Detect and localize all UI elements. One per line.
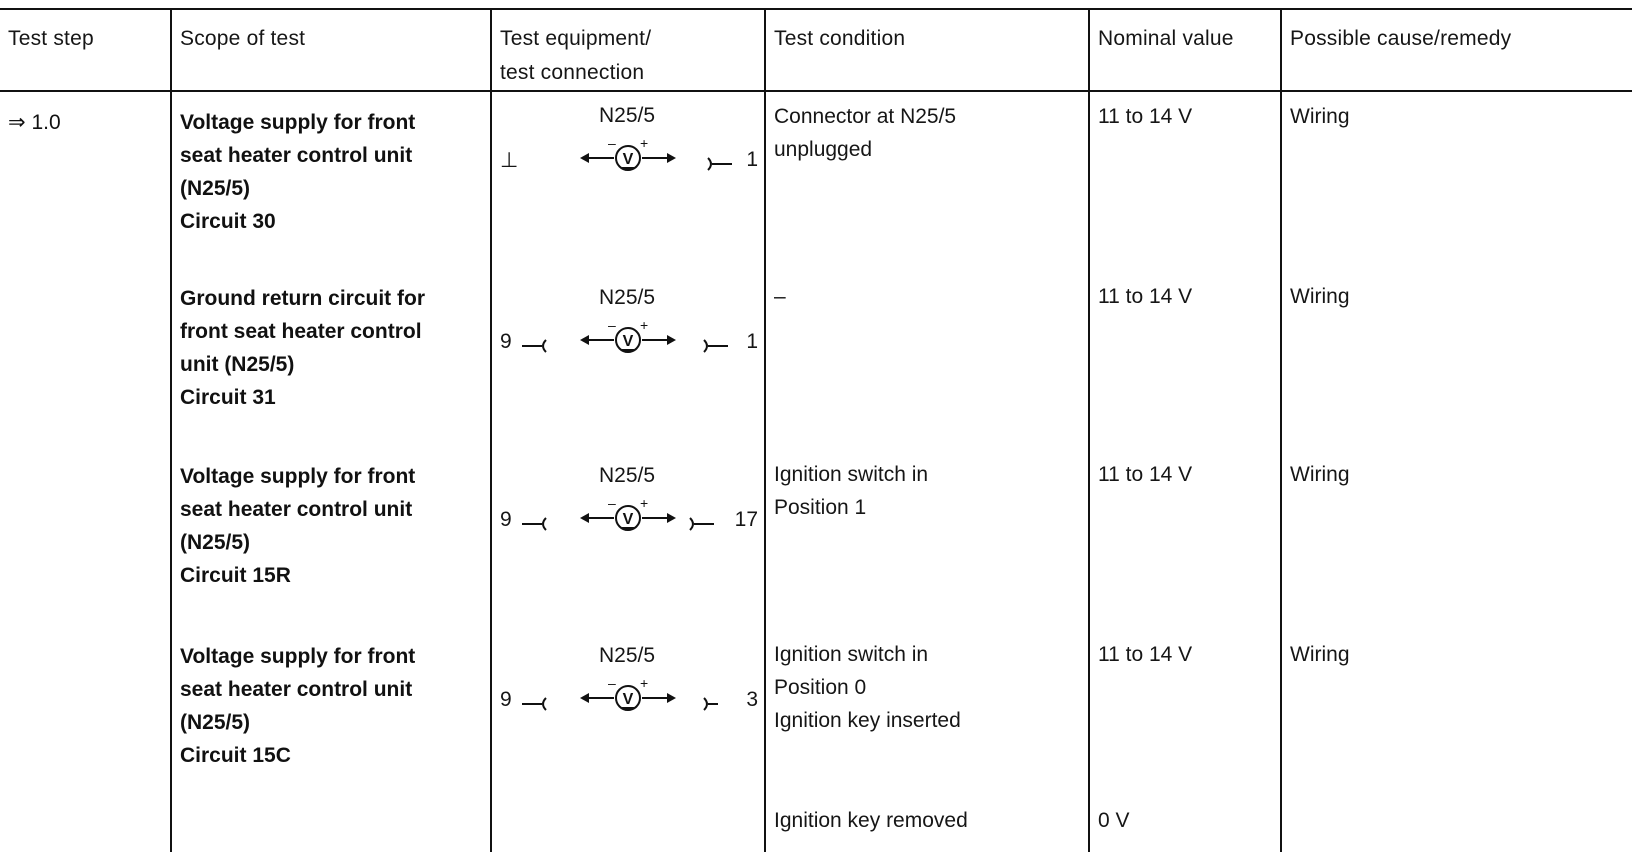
row-1-scope bbox=[180, 282, 470, 414]
row-3-pin-right: 3 bbox=[746, 688, 758, 711]
connector-plug-icon bbox=[522, 338, 548, 354]
row-0-scope-line: seat heater control unit bbox=[180, 144, 413, 167]
row-0-scope bbox=[180, 106, 470, 238]
row-3-extra-nominal-value: 0 V bbox=[1098, 809, 1130, 832]
svg-text:–: – bbox=[608, 675, 616, 691]
row-0-scope-line: (N25/5) bbox=[180, 177, 251, 200]
header-test-equipment-line2: test connection bbox=[500, 61, 645, 84]
row-1-nominal-value: 11 to 14 V bbox=[1098, 285, 1193, 308]
row-3-condition bbox=[774, 638, 1074, 737]
header-rule bbox=[0, 90, 1632, 92]
row-3-scope-line: Voltage supply for front bbox=[180, 645, 416, 668]
row-1-scope-line: Ground return circuit for bbox=[180, 287, 426, 310]
voltmeter-icon bbox=[578, 674, 678, 718]
row-3-scope-line: (N25/5) bbox=[180, 711, 251, 734]
row-1-scope-line: Circuit 31 bbox=[180, 386, 276, 409]
column-divider-5 bbox=[1280, 8, 1282, 852]
row-3-condition-line: Ignition key inserted bbox=[774, 709, 961, 732]
header-scope-of-test: Scope of test bbox=[180, 27, 306, 50]
row-0-condition-line: Connector at N25/5 bbox=[774, 105, 957, 128]
voltmeter-icon bbox=[578, 316, 678, 360]
svg-text:V: V bbox=[622, 511, 634, 528]
row-3-scope-line: Circuit 15C bbox=[180, 744, 291, 767]
row-2-scope-line: seat heater control unit bbox=[180, 498, 413, 521]
column-divider-3 bbox=[764, 8, 766, 852]
row-1-component-label: N25/5 bbox=[598, 286, 656, 309]
header-nominal-value: Nominal value bbox=[1098, 27, 1234, 50]
svg-text:V: V bbox=[622, 333, 634, 350]
row-3-condition-line: Ignition switch in bbox=[774, 643, 929, 666]
top-rule bbox=[0, 8, 1632, 10]
step-arrow-icon: ⇒ bbox=[8, 111, 26, 134]
row-0-nominal-value: 11 to 14 V bbox=[1098, 105, 1193, 128]
voltmeter-icon bbox=[578, 134, 678, 178]
row-0-condition-line: unplugged bbox=[774, 138, 873, 161]
row-2-nominal-value: 11 to 14 V bbox=[1098, 463, 1193, 486]
row-3-condition-line: Position 0 bbox=[774, 676, 867, 699]
svg-text:+: + bbox=[640, 135, 649, 151]
svg-text:+: + bbox=[640, 675, 649, 691]
column-divider-4 bbox=[1088, 8, 1090, 852]
row-3-cause: Wiring bbox=[1290, 643, 1350, 666]
connector-socket-icon bbox=[688, 516, 714, 532]
connector-socket-icon bbox=[706, 156, 732, 172]
connector-plug-icon bbox=[522, 696, 548, 712]
row-1-scope-line: front seat heater control bbox=[180, 320, 422, 343]
row-2-cause: Wiring bbox=[1290, 463, 1350, 486]
connector-socket-icon bbox=[702, 338, 728, 354]
row-2-scope-line: Circuit 15R bbox=[180, 564, 291, 587]
row-3-pin-left: 9 bbox=[500, 688, 512, 711]
row-2-condition-line: Ignition switch in bbox=[774, 463, 929, 486]
header-test-equipment bbox=[500, 22, 651, 90]
row-2-condition-line: Position 1 bbox=[774, 496, 867, 519]
row-2-component-label: N25/5 bbox=[598, 464, 656, 487]
header-test-step: Test step bbox=[8, 27, 94, 50]
row-0-scope-line: Voltage supply for front bbox=[180, 111, 416, 134]
header-possible-cause: Possible cause/remedy bbox=[1290, 27, 1512, 50]
header-test-condition: Test condition bbox=[774, 27, 906, 50]
row-1-condition-line: – bbox=[774, 285, 786, 308]
row-0-condition bbox=[774, 100, 1074, 166]
svg-text:–: – bbox=[608, 495, 616, 511]
column-divider-2 bbox=[490, 8, 492, 852]
header-test-equipment-line1: Test equipment/ bbox=[500, 27, 652, 50]
row-3-scope-line: seat heater control unit bbox=[180, 678, 413, 701]
svg-text:V: V bbox=[622, 151, 634, 168]
voltmeter-icon bbox=[578, 494, 678, 538]
svg-text:–: – bbox=[608, 135, 616, 151]
row-1-condition bbox=[774, 280, 1074, 313]
row-1-test-connection bbox=[496, 286, 758, 376]
column-divider-1 bbox=[170, 8, 172, 852]
row-1-scope-line: unit (N25/5) bbox=[180, 353, 295, 376]
row-0-cause: Wiring bbox=[1290, 105, 1350, 128]
step-number: 1.0 bbox=[31, 111, 61, 134]
row-2-test-connection bbox=[496, 464, 758, 554]
row-0-ground-icon: ⊥ bbox=[500, 149, 519, 172]
row-2-scope-line: (N25/5) bbox=[180, 531, 251, 554]
row-0-pin-right: 1 bbox=[746, 148, 758, 171]
row-0-component-label: N25/5 bbox=[598, 104, 656, 127]
row-1-cause: Wiring bbox=[1290, 285, 1350, 308]
row-2-scope-line: Voltage supply for front bbox=[180, 465, 416, 488]
svg-text:V: V bbox=[622, 691, 634, 708]
svg-text:–: – bbox=[608, 317, 616, 333]
row-3-test-connection bbox=[496, 644, 758, 734]
row-0-scope-line: Circuit 30 bbox=[180, 210, 276, 233]
row-2-pin-right: 17 bbox=[734, 508, 758, 531]
row-3-component-label: N25/5 bbox=[598, 644, 656, 667]
connector-plug-icon bbox=[522, 516, 548, 532]
row-3-nominal-value: 11 to 14 V bbox=[1098, 643, 1193, 666]
row-2-condition bbox=[774, 458, 1074, 524]
connector-socket-icon bbox=[702, 696, 720, 712]
row-2-scope bbox=[180, 460, 470, 592]
row-1-pin-left: 9 bbox=[500, 330, 512, 353]
row-0-test-connection bbox=[496, 104, 758, 194]
test-step-number bbox=[8, 110, 61, 135]
row-3-extra-condition: Ignition key removed bbox=[774, 809, 968, 832]
row-1-pin-right: 1 bbox=[746, 330, 758, 353]
svg-text:+: + bbox=[640, 495, 649, 511]
row-3-scope bbox=[180, 640, 470, 772]
row-2-pin-left: 9 bbox=[500, 508, 512, 531]
svg-text:+: + bbox=[640, 317, 649, 333]
